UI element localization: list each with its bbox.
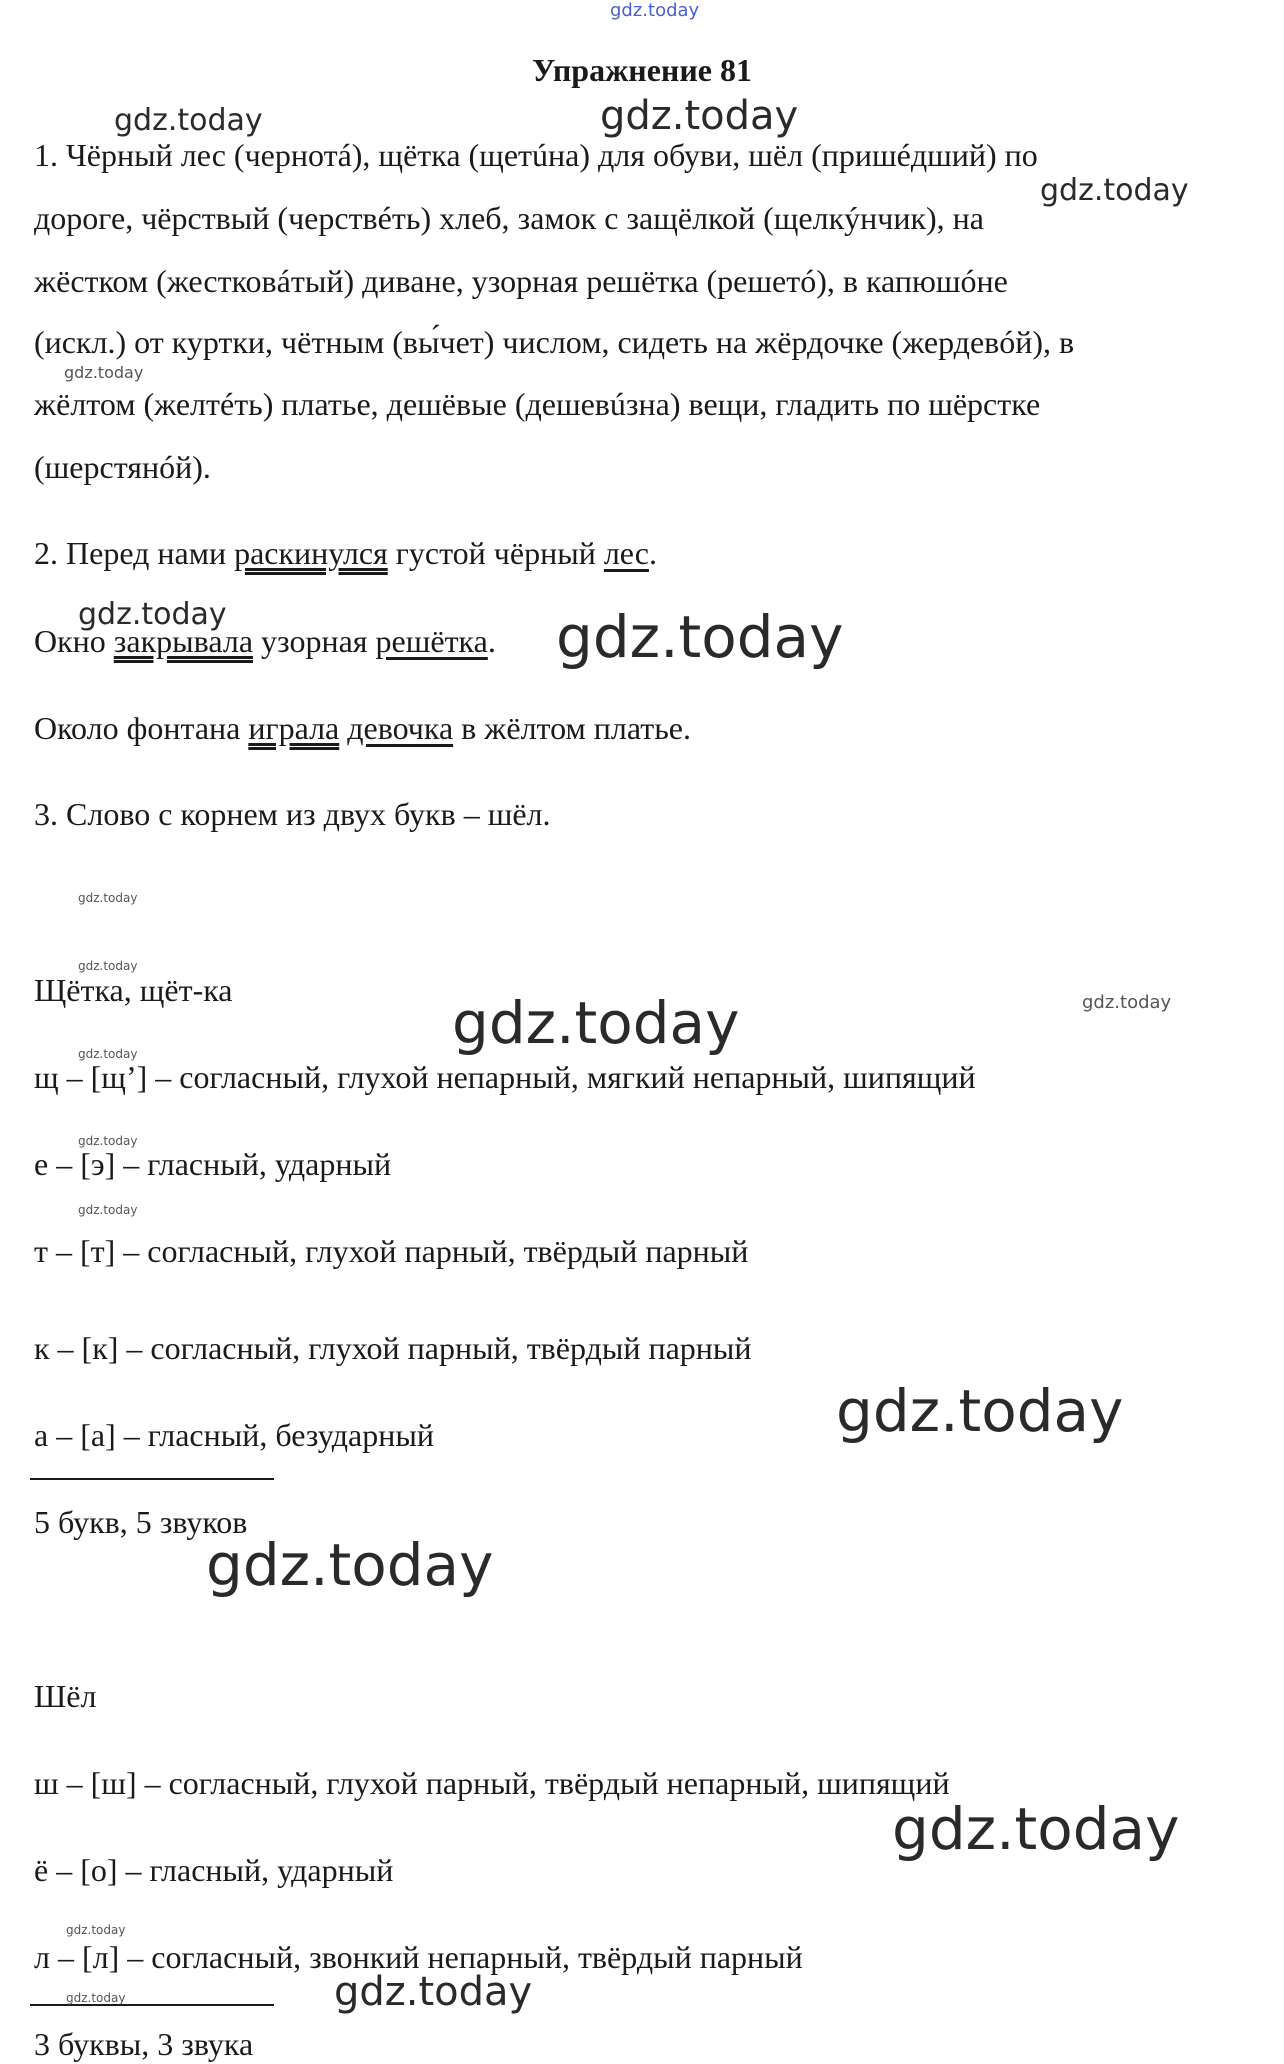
sentence-text: 2. Перед нами (34, 535, 235, 571)
task1-line-1: 1. Чёрный лес (чернотá), щётка (щетúна) для обуви, шёл (пришéдший) по (34, 137, 1038, 173)
watermark: gdz.today (892, 1795, 1180, 1863)
subject: девочка (347, 710, 454, 746)
watermark: gdz.today (1082, 992, 1172, 1013)
sentence-text: . (649, 535, 657, 571)
subject: лес (603, 535, 649, 571)
predicate: раскинулся (234, 535, 388, 571)
analysis2-row-3: л – [л] – согласный, звонкий непарный, твёрдый парный (34, 1939, 803, 1975)
analysis1-row-3: т – [т] – согласный, глухой парный, твёрдый парный (34, 1233, 749, 1269)
analysis1-row-5: а – [а] – гласный, безударный (34, 1417, 434, 1453)
watermark: gdz.today (78, 891, 138, 905)
task1-line-6: (шерстянóй). (34, 449, 211, 485)
page-title: Упражнение 81 (531, 52, 752, 88)
predicate: играла (248, 710, 340, 746)
analysis2-word: Шёл (34, 1678, 97, 1714)
sentence-text: . (487, 623, 496, 659)
task2-sentence-1 (34, 533, 657, 573)
analysis2-row-1: ш – [ш] – согласный, глухой парный, твёрдый непарный, шипящий (34, 1765, 950, 1801)
task1-line-3: жёстком (жестковáтый) диване, узорная решётка (решетó), в капюшóне (34, 263, 1008, 299)
analysis2-summary: 3 буквы, 3 звука (34, 2026, 254, 2062)
sentence-text: густой чёрный (387, 535, 604, 571)
watermark: gdz.today (452, 989, 740, 1057)
watermark: gdz.today (600, 93, 799, 139)
watermark: gdz.today (64, 363, 144, 382)
analysis1-summary: 5 букв, 5 звуков (34, 1504, 248, 1540)
watermark: gdz.today (114, 103, 263, 138)
task1-line-5: жёлтом (желтéть) платье, дешёвые (дешевúзна) вещи, гладить по шёрстке (34, 386, 1041, 422)
sentence-text: Окно (34, 623, 114, 659)
watermark: gdz.today (1040, 173, 1189, 208)
sentence-text: в жёлтом платье. (453, 710, 691, 746)
predicate: закрывала (113, 623, 254, 659)
watermark: gdz.today (206, 1531, 494, 1599)
analysis1-row-4: к – [к] – согласный, глухой парный, твёрдый парный (34, 1330, 752, 1366)
sentence-text: Около фонтана (34, 710, 249, 746)
task1-line-4: (искл.) от куртки, чётным (вы́чет) числом, сидеть на жёрдочке (жердевóй), в (34, 324, 1075, 360)
watermark: gdz.today (78, 1203, 138, 1217)
watermark: gdz.today (78, 1047, 138, 1061)
watermark: gdz.today (66, 1923, 126, 1937)
subject: решётка (375, 623, 488, 659)
watermark: gdz.today (334, 1969, 533, 2015)
analysis1-row-1: щ – [щ’] – согласный, глухой непарный, мягкий непарный, шипящий (34, 1059, 976, 1095)
watermark: gdz.today (78, 597, 227, 632)
task1-line-2: дороге, чёрствый (черствéть) хлеб, замок с защёлкой (щелкýнчик), на (34, 200, 984, 236)
task2-sentence-3 (34, 708, 691, 748)
task3-text: 3. Слово с корнем из двух букв – шёл. (34, 796, 551, 832)
watermark-top: gdz.today (610, 0, 700, 21)
analysis1-row-2: е – [э] – гласный, ударный (34, 1146, 392, 1182)
sentence-text: узорная (253, 623, 376, 659)
summary-divider (30, 1478, 274, 1480)
analysis1-word: Щётка, щёт-ка (34, 972, 233, 1008)
analysis2-row-2: ё – [о] – гласный, ударный (34, 1852, 394, 1888)
watermark: gdz.today (66, 1991, 126, 2005)
watermark: gdz.today (78, 959, 138, 973)
watermark: gdz.today (78, 1134, 138, 1148)
watermark: gdz.today (556, 603, 844, 671)
watermark: gdz.today (836, 1377, 1124, 1445)
